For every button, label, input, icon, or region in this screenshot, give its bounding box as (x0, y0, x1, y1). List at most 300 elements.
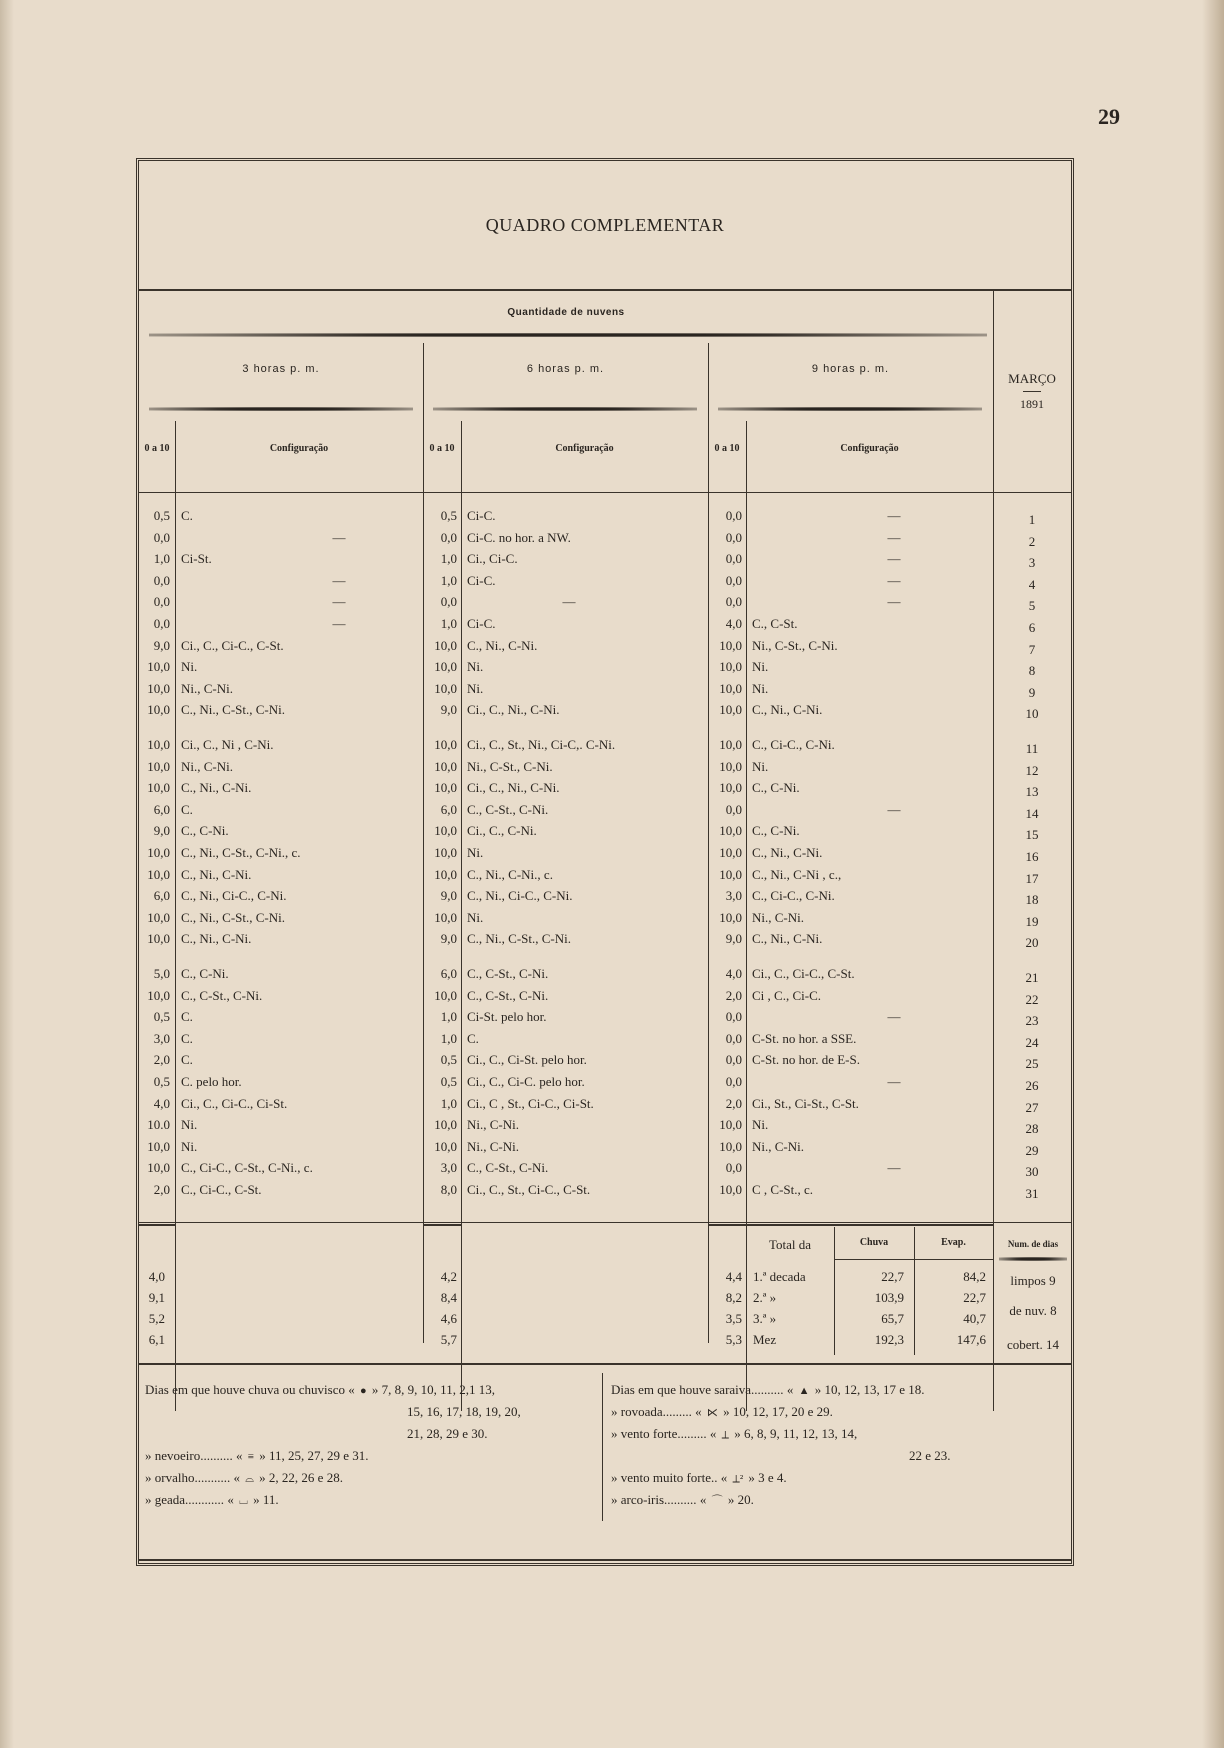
cloud-config-9pm: — (887, 1009, 901, 1025)
cloud-config-6pm: Ni. (467, 659, 484, 675)
period-header-9pm: 9 horas p. m. (811, 363, 890, 375)
cloud-config-3pm: Ci., C., Ci-C., Ci-St. (181, 1095, 288, 1111)
cloud-amount-6pm: 6,0 (440, 966, 457, 981)
quote-mark: « (696, 1492, 710, 1507)
footer-line (145, 1401, 595, 1423)
cloud-amount-9pm: 0,0 (725, 1030, 742, 1046)
cloud-amount-3pm: 4,0 (153, 1095, 170, 1111)
cloud-amount-6pm: 10,0 (434, 780, 457, 796)
table-row (139, 1182, 1071, 1203)
summary-evap: 40,7 (963, 1311, 986, 1326)
cloud-config-6pm: Ci-St. pelo hor. (467, 1009, 547, 1025)
cloud-amount-6pm: 10,0 (434, 1117, 457, 1133)
cloud-amount-3pm: 0,5 (153, 1074, 170, 1089)
table-row (139, 616, 1071, 637)
cloud-config-3pm: — (332, 616, 346, 631)
cloud-amount-3pm: 10,0 (147, 702, 170, 718)
footer-vline (602, 1373, 603, 1521)
cloud-amount-3pm: 0,5 (153, 1009, 170, 1025)
cloud-config-3pm: — (332, 572, 346, 588)
table-row (139, 702, 1071, 723)
cloud-amount-6pm: 6,0 (440, 801, 457, 817)
footer-label: » vento forte......... (611, 1426, 707, 1441)
footer-line (145, 1423, 595, 1445)
summary-divider-bold-b (423, 1224, 461, 1226)
cloud-amount-6pm: 10,0 (434, 737, 457, 752)
day-number: 26 (1025, 1078, 1039, 1093)
cloud-config-9pm: Ni. (752, 758, 769, 774)
table-row (139, 910, 1071, 931)
weather-symbol-icon: ▲ (798, 1385, 810, 1397)
cloud-config-6pm: C., C-St., C-Ni. (467, 966, 549, 981)
table-row (139, 823, 1071, 844)
cloud-config-3pm: C., Ni., C-St., C-Ni. (181, 702, 286, 718)
cloud-config-3pm: C. (181, 1030, 193, 1046)
summary-chuva: 22,7 (881, 1269, 904, 1284)
footer-days: 3 e 4. (758, 1470, 787, 1485)
cloud-amount-3pm: 10,0 (147, 737, 170, 752)
table-row (139, 780, 1071, 801)
footer-line (145, 1379, 595, 1402)
cloud-config-9pm: — (887, 572, 901, 588)
cloud-config-3pm: Ci., C., Ci-C., C-St. (181, 637, 284, 653)
cloud-config-9pm: Ni. (752, 680, 769, 696)
title-divider (139, 289, 1071, 291)
cloud-amount-6pm: 9,0 (440, 702, 457, 718)
cloud-amount-9pm: 0,0 (725, 572, 742, 588)
weather-symbol-icon: ⌒ (711, 1495, 723, 1507)
cloud-config-6pm: C., Ni., C-Ni. (467, 637, 538, 653)
cloud-amount-3pm: 10,0 (147, 680, 170, 696)
footer-days: 7, 8, 9, 10, 11, 2,1 13, (381, 1382, 495, 1397)
table-row (139, 737, 1071, 758)
cloud-amount-9pm: 0,0 (725, 551, 742, 567)
mean-9pm: 4,4 (725, 1269, 742, 1284)
mean-3pm: 6,1 (148, 1332, 165, 1347)
cloud-config-9pm: C., Ni., C-Ni. (752, 702, 823, 718)
footer-days: 2, 22, 26 e 28. (268, 1470, 343, 1485)
cloud-config-6pm: Ci., C., Ci-St. pelo hor. (467, 1052, 587, 1068)
cloud-amount-9pm: 0,0 (725, 1052, 742, 1068)
footer-days: 22 e 23. (909, 1448, 951, 1463)
cloud-config-6pm: Ci., Ci-C. (467, 551, 518, 567)
cloud-amount-9pm: 10,0 (719, 702, 742, 718)
cloud-config-6pm: C., C-St., C-Ni. (467, 801, 549, 817)
summary-chuva: 65,7 (881, 1311, 904, 1326)
cloud-amount-9pm: 2,0 (725, 1095, 742, 1111)
weather-symbol-icon: ⟂ (721, 1429, 730, 1441)
colhdr-config-3pm: Configuração (269, 443, 329, 454)
cloud-config-3pm: Ci-St. (181, 551, 212, 567)
cloud-amount-3pm: 2,0 (153, 1052, 170, 1068)
footer-days: 21, 28, 29 e 30. (407, 1426, 488, 1441)
cloud-config-3pm: C., Ni., Ci-C., C-Ni. (181, 888, 287, 904)
cloud-config-9pm: — (887, 1074, 901, 1089)
table-row (139, 1052, 1071, 1073)
day-number: 14 (1025, 805, 1039, 821)
cloud-amount-3pm: 10,0 (147, 931, 170, 947)
footer-label: » vento muito forte.. (611, 1470, 718, 1485)
day-number: 31 (1025, 1186, 1039, 1201)
table-row (139, 867, 1071, 888)
day-number: 22 (1025, 991, 1039, 1007)
summary-divider-bold-c (708, 1224, 746, 1226)
summary-period: 2.ª » (753, 1290, 777, 1305)
quote-mark: » (368, 1382, 382, 1397)
cloud-config-9pm: C-St. no hor. a SSE. (752, 1030, 857, 1046)
cloud-amount-3pm: 9,0 (153, 823, 170, 839)
cloud-amount-3pm: 0,0 (153, 616, 170, 631)
colhdr-config-9pm: Configuração (840, 443, 899, 454)
cloud-config-9pm: C., Ni., C-Ni. (752, 845, 823, 860)
header-underline (139, 492, 1071, 493)
footer-line (611, 1423, 1069, 1446)
dias-limpos: limpos 9 (1010, 1273, 1056, 1288)
cloud-amount-3pm: 10,0 (147, 987, 170, 1003)
footer-days: 11, 25, 27, 29 e 31. (268, 1448, 369, 1463)
day-number: 2 (1028, 533, 1036, 549)
quote-mark: « (691, 1404, 705, 1419)
day-number: 11 (1025, 741, 1039, 756)
summary-row (139, 1311, 1071, 1332)
cloud-config-9pm: C., C-Ni. (752, 823, 800, 839)
cloud-config-6pm: C., Ni., C-St., C-Ni. (467, 931, 572, 947)
cloud-config-9pm: Ni., C-Ni. (752, 909, 804, 925)
cloud-amount-9pm: 0,0 (725, 1160, 742, 1176)
cloud-config-9pm: Ni. (752, 1117, 769, 1133)
cloud-config-6pm: Ni., C-St., C-Ni. (467, 758, 553, 774)
page-binding-edge (0, 0, 14, 1748)
table-row (139, 1139, 1071, 1160)
cloud-config-3pm: C., Ci-C., C-St., C-Ni., c. (181, 1160, 313, 1176)
cloud-amount-3pm: 0,5 (153, 508, 170, 523)
day-number: 17 (1025, 870, 1039, 886)
table-row (139, 1160, 1071, 1181)
cloud-amount-9pm: 10,0 (719, 909, 742, 925)
footer-label: » geada............ (145, 1492, 225, 1507)
mean-6pm: 5,7 (440, 1332, 457, 1347)
mean-9pm: 5,3 (725, 1332, 742, 1347)
table-row (139, 931, 1071, 952)
page-number: 29 (1098, 104, 1120, 129)
summary-evap: 147,6 (956, 1332, 986, 1347)
month-label: MARÇO (1008, 371, 1056, 386)
quote-mark: » (731, 1426, 745, 1441)
cloud-config-6pm: Ci., C., C-Ni. (467, 823, 537, 839)
cloud-config-3pm: C., Ni., C-Ni. (181, 931, 252, 947)
quote-mark: » (249, 1492, 263, 1507)
weather-symbol-icon: ⌓ (245, 1473, 254, 1485)
footer-line (611, 1445, 1069, 1467)
cloud-amount-6pm: 3,0 (440, 1160, 457, 1176)
weather-symbol-icon: ⌴ (239, 1495, 248, 1507)
quote-mark: « (345, 1382, 359, 1397)
cloud-amount-6pm: 1,0 (440, 1095, 457, 1111)
cloud-amount-3pm: 10,0 (147, 659, 170, 675)
cloud-amount-9pm: 0,0 (725, 529, 742, 545)
summary-chuva-label: Chuva (859, 1237, 889, 1248)
cloud-amount-6pm: 1,0 (440, 572, 457, 588)
cloud-config-9pm: Ni., C-St., C-Ni. (752, 637, 838, 653)
table-row (139, 508, 1071, 529)
cloud-config-3pm: Ci., C., Ni , C-Ni. (181, 737, 274, 752)
summary-evap: 22,7 (963, 1290, 986, 1305)
cloud-amount-9pm: 9,0 (725, 931, 742, 947)
period-brace-6pm (433, 407, 697, 411)
cloud-amount-3pm: 0,0 (153, 529, 170, 545)
table-row (139, 1009, 1071, 1030)
quote-mark: » (724, 1492, 738, 1507)
day-number: 9 (1028, 684, 1036, 700)
summary-period: Mez (753, 1332, 777, 1347)
summary-row (139, 1269, 1071, 1290)
footer-label: » orvalho........... (145, 1470, 231, 1485)
page-right-edge (1202, 0, 1224, 1748)
cloud-amount-6pm: 10,0 (434, 680, 457, 696)
quote-mark: « (230, 1470, 244, 1485)
cloud-config-9pm: C-St. no hor. de E-S. (752, 1052, 860, 1068)
footer-label: Dias em que houve chuva ou chuvisco (145, 1382, 346, 1397)
cloud-amount-6pm: 10,0 (434, 1138, 457, 1154)
cloud-config-3pm: Ni. (181, 1117, 198, 1133)
footer-days: 20. (737, 1492, 754, 1507)
cloud-amount-3pm: 10,0 (147, 909, 170, 925)
cloud-config-9pm: — (887, 551, 901, 567)
cloud-amount-9pm: 10,0 (719, 866, 742, 882)
table-row (139, 888, 1071, 909)
cloud-config-6pm: Ci-C. (467, 616, 496, 631)
mean-9pm: 3,5 (725, 1311, 742, 1326)
mean-6pm: 4,2 (440, 1269, 457, 1284)
day-number: 7 (1028, 641, 1036, 657)
cloud-config-6pm: Ni. (467, 909, 484, 925)
cloud-config-6pm: Ni. (467, 680, 484, 696)
cloud-config-9pm: — (887, 1160, 901, 1176)
cloud-config-9pm: Ni., C-Ni. (752, 1138, 804, 1154)
footer-line (611, 1379, 1069, 1402)
cloud-amount-3pm: 10,0 (147, 758, 170, 774)
table-row (139, 1031, 1071, 1052)
cloud-amount-9pm: 0,0 (725, 1009, 742, 1025)
cloud-amount-3pm: 10,0 (147, 845, 170, 860)
cloud-config-6pm: Ci., C., Ci-C. pelo hor. (467, 1074, 585, 1089)
cloud-amount-6pm: 10,0 (434, 866, 457, 882)
summary-header-underline (834, 1259, 993, 1260)
day-number: 30 (1025, 1164, 1039, 1180)
cloud-config-3pm: — (332, 594, 346, 610)
clouds-group-header: Quantidade de nuvens (507, 307, 625, 318)
period-brace-3pm (149, 407, 413, 411)
footer-label: Dias em que houve saraiva.......... (611, 1382, 784, 1397)
colhdr-scale-3pm: 0 a 10 (144, 443, 170, 454)
mean-9pm: 8,2 (725, 1290, 742, 1305)
day-number: 6 (1028, 620, 1036, 635)
cloud-amount-6pm: 8,0 (440, 1182, 457, 1197)
footer-days: 10, 12, 17, 20 e 29. (732, 1404, 833, 1419)
cloud-amount-9pm: 0,0 (725, 508, 742, 523)
day-number: 23 (1025, 1013, 1039, 1029)
cloud-amount-9pm: 3,0 (725, 888, 742, 904)
summary-period: 1.ª decada (753, 1269, 806, 1284)
footer-days: 10, 12, 13, 17 e 18. (824, 1382, 925, 1397)
period-brace-9pm (718, 407, 982, 411)
footer-days: 15, 16, 17, 18, 19, 20, (407, 1404, 521, 1419)
footer-line (611, 1401, 1069, 1424)
summary-chuva: 103,9 (874, 1290, 904, 1305)
weather-symbol-icon: ≡ (247, 1451, 254, 1463)
mean-3pm: 5,2 (148, 1311, 165, 1326)
cloud-amount-6pm: 1,0 (440, 616, 457, 631)
cloud-amount-6pm: 1,0 (440, 1030, 457, 1046)
day-number: 8 (1028, 663, 1036, 679)
cloud-config-3pm: C. (181, 801, 193, 817)
cloud-amount-6pm: 10,0 (434, 637, 457, 653)
quote-mark: » (745, 1470, 759, 1485)
day-number: 21 (1025, 970, 1039, 985)
cloud-amount-6pm: 0,5 (440, 1052, 457, 1068)
cloud-amount-3pm: 9,0 (153, 637, 170, 653)
cloud-amount-3pm: 10.0 (147, 1117, 170, 1133)
day-number: 15 (1025, 827, 1039, 843)
footer-label: » arco-iris.......... (611, 1492, 697, 1507)
summary-divider-bold-a (139, 1224, 175, 1226)
cloud-config-6pm: — (562, 594, 576, 610)
day-number: 4 (1028, 576, 1036, 592)
table-row (139, 845, 1071, 866)
cloud-amount-9pm: 0,0 (725, 594, 742, 610)
cloud-amount-9pm: 10,0 (719, 1182, 742, 1197)
day-number: 27 (1025, 1099, 1039, 1115)
summary-divider-bold-d (746, 1224, 993, 1226)
cloud-config-6pm: Ni., C-Ni. (467, 1117, 519, 1133)
cloud-config-3pm: — (332, 529, 346, 545)
table-row (139, 802, 1071, 823)
cloud-amount-6pm: 0,5 (440, 508, 457, 523)
day-number: 18 (1025, 892, 1039, 908)
cloud-config-6pm: C., C-St., C-Ni. (467, 987, 549, 1003)
colhdr-config-6pm: Configuração (555, 443, 614, 454)
cloud-config-6pm: Ci-C. no hor. a NW. (467, 529, 571, 545)
cloud-amount-6pm: 0,5 (440, 1074, 457, 1089)
cloud-amount-9pm: 0,0 (725, 1074, 742, 1089)
cloud-config-9pm: Ni. (752, 659, 769, 675)
colhdr-scale-6pm: 0 a 10 (429, 443, 455, 454)
mean-6pm: 4,6 (440, 1311, 457, 1326)
cloud-config-6pm: C. (467, 1030, 479, 1046)
cloud-amount-9pm: 10,0 (719, 1138, 742, 1154)
cloud-config-9pm: C., Ci-C., C-Ni. (752, 888, 835, 904)
cloud-config-9pm: — (887, 529, 901, 545)
cloud-amount-9pm: 10,0 (719, 823, 742, 839)
quote-mark: « (717, 1470, 731, 1485)
day-number: 29 (1025, 1142, 1039, 1158)
day-number: 20 (1025, 935, 1039, 951)
footer-line (611, 1467, 1069, 1490)
day-number: 19 (1025, 913, 1039, 929)
num-dias-brace (999, 1257, 1067, 1261)
table-row (139, 1096, 1071, 1117)
weather-symbol-icon: ● (360, 1385, 367, 1397)
cloud-amount-9pm: 10,0 (719, 780, 742, 796)
cloud-amount-9pm: 10,0 (719, 758, 742, 774)
dias-cobert: cobert. 14 (1007, 1337, 1059, 1352)
cloud-amount-9pm: 10,0 (719, 659, 742, 675)
summary-row (139, 1332, 1071, 1353)
cloud-amount-6pm: 1,0 (440, 551, 457, 567)
summary-period: 3.ª » (753, 1311, 777, 1326)
cloud-config-6pm: Ci., C., Ni., C-Ni. (467, 780, 560, 796)
cloud-amount-9pm: 4,0 (725, 966, 742, 981)
cloud-config-9pm: Ci., C., Ci-C., C-St. (752, 966, 855, 981)
cloud-config-9pm: Ci , C., Ci-C. (752, 987, 821, 1003)
table-row (139, 1117, 1071, 1138)
cloud-config-9pm: C., C-Ni. (752, 780, 800, 796)
quote-mark: » (255, 1448, 269, 1463)
cloud-config-3pm: C. (181, 1009, 193, 1025)
footer-line (145, 1445, 595, 1468)
cloud-config-3pm: C., Ni., C-Ni. (181, 780, 252, 796)
cloud-amount-6pm: 9,0 (440, 888, 457, 904)
cloud-config-9pm: C., Ni., C-Ni. (752, 931, 823, 947)
summary-evap-label: Evap. (941, 1237, 966, 1248)
day-number: 13 (1025, 784, 1039, 800)
table-row (139, 551, 1071, 572)
table-row (139, 594, 1071, 615)
cloud-amount-6pm: 9,0 (440, 931, 457, 947)
cloud-config-6pm: Ci-C. (467, 572, 496, 588)
footer-days: 11. (262, 1492, 279, 1507)
cloud-config-3pm: C., Ni., C-St., C-Ni., c. (181, 845, 301, 860)
cloud-config-3pm: C. (181, 1052, 193, 1068)
summary-chuva: 192,3 (874, 1332, 904, 1347)
quote-mark: « (783, 1382, 797, 1397)
cloud-config-3pm: C., Ci-C., C-St. (181, 1182, 262, 1197)
cloud-config-6pm: Ci., C., Ni., C-Ni. (467, 702, 560, 718)
weather-symbol-icon: ⟂² (732, 1473, 744, 1485)
cloud-amount-9pm: 10,0 (719, 845, 742, 860)
cloud-amount-6pm: 0,0 (440, 529, 457, 545)
cloud-amount-3pm: 1,0 (153, 551, 170, 567)
summary-evap: 84,2 (963, 1269, 986, 1284)
cloud-amount-6pm: 10,0 (434, 987, 457, 1003)
cloud-amount-6pm: 10,0 (434, 823, 457, 839)
cloud-config-9pm: Ci., St., Ci-St., C-St. (752, 1095, 859, 1111)
cloud-config-6pm: Ci., C., St., Ci-C., C-St. (467, 1182, 591, 1197)
table-row (139, 530, 1071, 551)
cloud-config-6pm: C., Ni., Ci-C., C-Ni. (467, 888, 573, 904)
footer-label: » rovoada......... (611, 1404, 692, 1419)
cloud-config-6pm: C., C-St., C-Ni. (467, 1160, 549, 1176)
cloud-amount-3pm: 2,0 (153, 1182, 170, 1197)
cloud-amount-9pm: 0,0 (725, 801, 742, 817)
cloud-amount-3pm: 10,0 (147, 866, 170, 882)
footer-line (145, 1467, 595, 1490)
mean-3pm: 4,0 (148, 1269, 165, 1284)
cloud-config-3pm: C., Ni., C-Ni. (181, 866, 252, 882)
cloud-amount-9pm: 2,0 (725, 987, 742, 1003)
cloud-amount-9pm: 10,0 (719, 1117, 742, 1133)
cloud-amount-3pm: 3,0 (153, 1030, 170, 1046)
mean-3pm: 9,1 (148, 1290, 165, 1305)
cloud-amount-3pm: 10,0 (147, 780, 170, 796)
table-row (139, 1074, 1071, 1095)
day-number: 16 (1025, 849, 1039, 864)
cloud-config-3pm: C., Ni., C-St., C-Ni. (181, 909, 286, 925)
summary-num-dias-label: Num. de dias (1007, 1239, 1059, 1249)
day-number: 10 (1025, 706, 1039, 722)
cloud-amount-6pm: 10,0 (434, 758, 457, 774)
summary-row (139, 1290, 1071, 1311)
